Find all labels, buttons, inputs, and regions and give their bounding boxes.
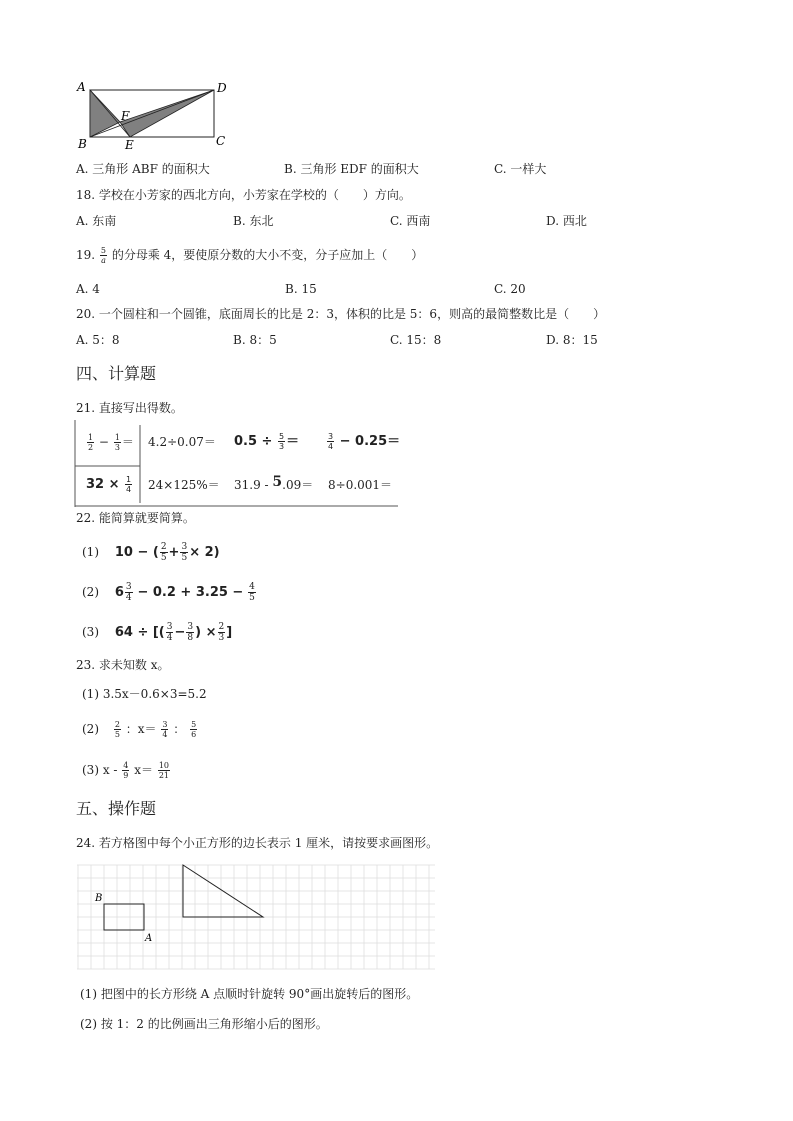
q23-item-1: (1) 3.5x－0.6×3=5.2 [82, 687, 207, 701]
triangle-edf-shaded [120, 90, 214, 137]
q18-option-b: B. 东北 [233, 214, 274, 228]
q20-option-c: C. 15：8 [390, 333, 442, 347]
triangle-abf-shaded [90, 90, 120, 137]
label-a: A [77, 80, 86, 94]
q20-stem: 20. 一个圆柱和一个圆锥，底面周长的比是 2：3，体积的比是 5：6，则高的最简整数比是（ ） [76, 307, 606, 321]
label-f: F [121, 109, 130, 123]
label-c: C [216, 134, 226, 148]
q18-option-d: D. 西北 [546, 214, 587, 228]
q17-option-a: A. 三角形 ABF 的面积大 [76, 162, 210, 176]
q21-r2c2: 24×125%＝ [148, 478, 220, 492]
q23-item-3: (3) x - $\frac{4}{9}$ x＝ $\frac{10}{21}$ [82, 761, 170, 780]
q19-option-a: A. 4 [76, 282, 100, 296]
q24-sub-1: (1) 把图中的长方形绕 A 点顺时针旋转 90°画出旋转后的图形。 [80, 987, 419, 1001]
q21-r2c4: 8÷0.001＝ [328, 478, 393, 492]
q22-item-1: (1) 10 − ( $\frac{2}{5}$ + $\frac{3}{5}$ × 2) [82, 542, 220, 563]
q24-sub-2: (2) 按 1：2 的比例画出三角形缩小后的图形。 [80, 1017, 328, 1031]
q19-option-b: B. 15 [285, 282, 317, 296]
q21-r1c3: 0.5 ÷ $\frac{5}{3}$ ＝ [234, 432, 300, 451]
q24-grid-figure [77, 864, 439, 972]
q20-option-b: B. 8：5 [233, 333, 277, 347]
q18-option-c: C. 西南 [390, 214, 431, 228]
q24-stem: 24. 若方格图中每个小正方形的边长表示 1 厘米，请按要求画图形。 [76, 836, 439, 850]
q21-r2c1: 32 × $\frac{1}{4}$ [86, 475, 132, 494]
label-d: D [217, 81, 227, 95]
q22-item-3: (3) 64 ÷ [( $\frac{3}{4}$ − $\frac{3}{8}$ ) × $\frac{2}{3}$ ] [82, 622, 233, 643]
q21-r1c1: $\frac{1}{2}$ − $\frac{1}{3}$ ＝ [88, 433, 134, 452]
q19-stem-row [76, 244, 423, 266]
q21-r1c4: $\frac{3}{4}$ − 0.25＝ [328, 432, 401, 451]
q20-option-a: A. 5：8 [76, 333, 120, 347]
q22-stem: 22. 能简算就要简算。 [76, 511, 195, 525]
q23-item-2: (2) $\frac{2}{5}$ ：x＝ $\frac{3}{4}$ ： $\frac{5}{6}$ [82, 720, 197, 739]
q21-stem: 21. 直接写出得数。 [76, 401, 183, 415]
q19-number: 19. [76, 248, 96, 262]
q20-option-d: D. 8：15 [546, 333, 598, 347]
q18-option-a: A. 东南 [76, 214, 117, 228]
grid-label-b: B [95, 893, 103, 904]
q17-option-b: B. 三角形 EDF 的面积大 [284, 162, 419, 176]
q19-stem: 的分母乘 4，要使原分数的大小不变，分子应加上（ ） [111, 248, 424, 262]
q23-stem: 23. 求未知数 x。 [76, 658, 170, 672]
q21-r2c3: 31.9 - 5.09＝ [234, 474, 314, 492]
label-e: E [125, 138, 134, 152]
q19-option-c: C. 20 [494, 282, 526, 296]
section-4-title: 四、计算题 [76, 364, 157, 383]
rectangle-abcd-figure [74, 78, 234, 158]
q18-stem: 18. 学校在小芳家的西北方向，小芳家在学校的（ ）方向。 [76, 188, 411, 202]
section-5-title: 五、操作题 [76, 799, 157, 818]
q21-r1c2: 4.2÷0.07＝ [148, 435, 216, 449]
q17-option-c: C. 一样大 [494, 162, 547, 176]
q19-fraction: $\frac{5}{a}$ [100, 246, 107, 265]
label-b: B [78, 137, 87, 151]
q22-item-2: (2) 6 $\frac{3}{4}$ − 0.2 + 3.25 − $\frac{4}{5}$ [82, 582, 255, 603]
grid-label-a: A [145, 933, 153, 944]
